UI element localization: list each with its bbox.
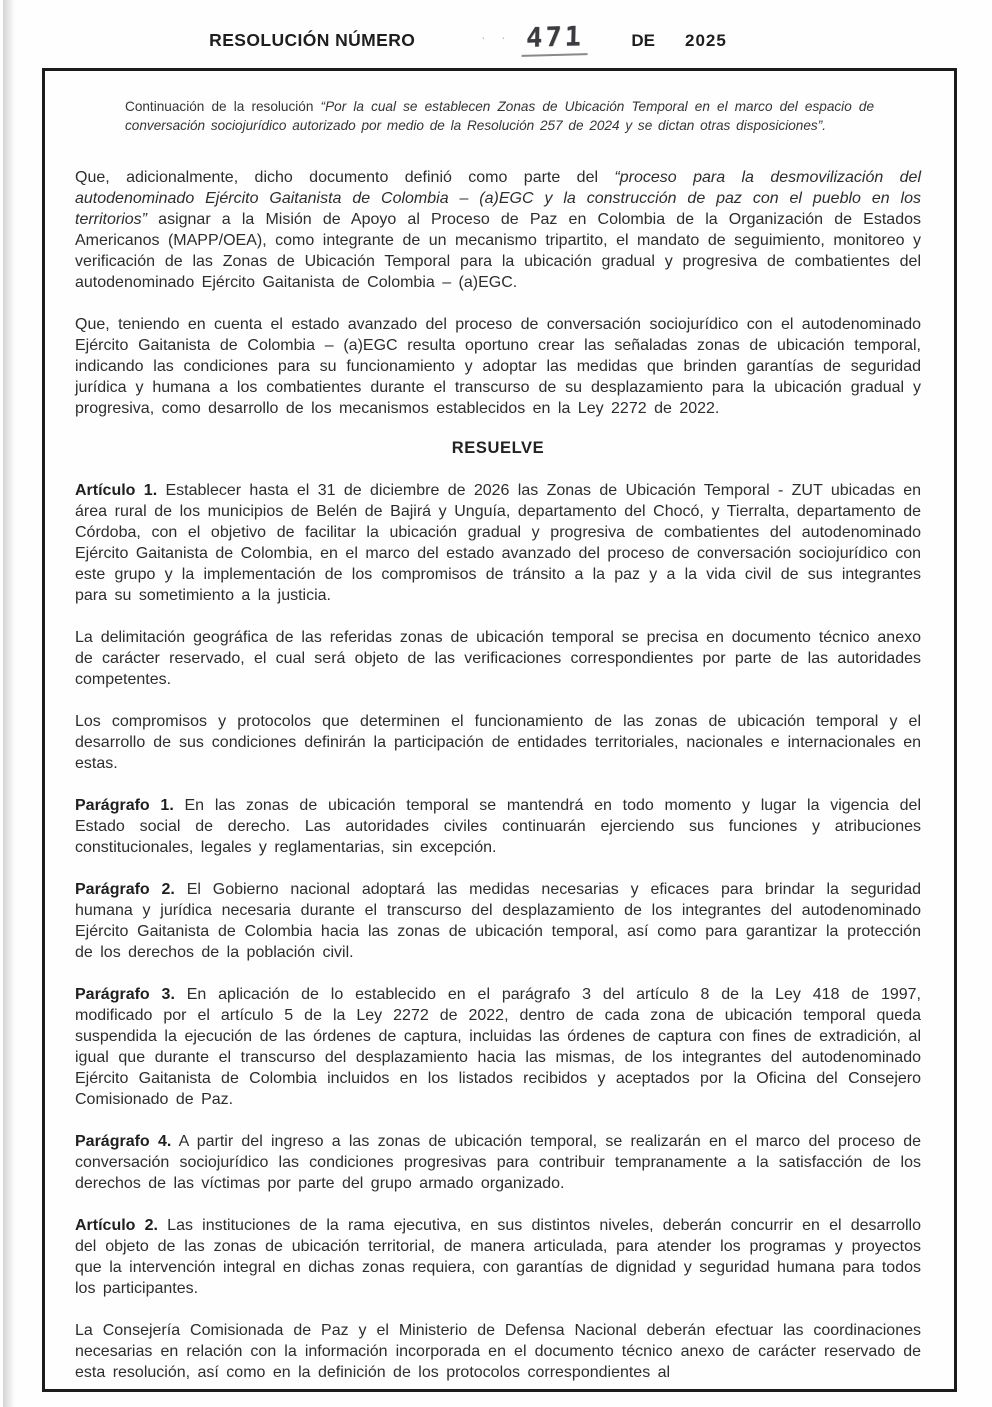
paragrafo-1-text: En las zonas de ubicación temporal se mantendrá en todo momento y lugar la vigencia del Estado social de derecho. Las autoridades civiles continuarán ejerciendo sus funciones y atribuciones constitucionales, legales y reglamentarias, sin excepción. <box>75 797 922 856</box>
paragraph-que-teniendo: Que, teniendo en cuenta el estado avanzado del proceso de conversación sociojurídico con el autodenominado Ejército Gaitanista de Colombia – (a)EGC resulta oportuno crear las señaladas zonas de ubicación temporal, indicando las condiciones para su funcionamiento y adoptar las medidas que brinden garantías de seguridad jurídica y humana a los combatientes durante el transcurso de su desplazamiento para la ubicación gradual y progresiva, como desarrollo de los mecanismos establecidos en la Ley 2272 de 2022. <box>75 316 921 417</box>
paragrafo-3-text: En aplicación de lo establecido en el parágrafo 3 del artículo 8 de la Ley 418 de 1997, modificado por el artículo 5 de la Ley 2272 de 2022, dentro de cada zona de ubicación temporal queda suspendida la ejecución de las órdenes de captura, incluidas las órdenes de captura con fines de extradición, al igual que durante el transcurso del desplazamiento hacia las mismas, de los integrantes del autodenominado Ejército Gaitanista de Colombia incluidos en los listados recibidos y aceptados por la Oficina del Consejero Comisionado de Paz. <box>75 986 922 1108</box>
paragrafo-3-label: Parágrafo 3. <box>75 986 175 1003</box>
paragrafo-2 <box>75 879 921 963</box>
paragraph-delimitacion: La delimitación geográfica de las referidas zonas de ubicación temporal se precisa en documento técnico anexo de carácter reservado, el cual será objeto de las verificaciones correspondientes por parte de las autoridades competentes. <box>75 629 921 688</box>
continuation-note-prefix: Continuación de la resolución <box>125 99 321 114</box>
scan-edge-shadow <box>3 0 16 1407</box>
paragrafo-2-label: Parágrafo 2. <box>75 881 175 898</box>
paragrafo-1 <box>75 795 921 858</box>
resolution-year: 2025 <box>684 31 727 50</box>
paragraph-consejeria: La Consejería Comisionada de Paz y el Ministerio de Defensa Nacional deberán efectuar las coordinaciones necesarias en relación con la información incorporada en el documento técnico anexo de carácter reservado de esta resolución, así como en la definición de los protocolos correspondientes al <box>75 1322 921 1381</box>
paragraph-que-adicionalmente <box>75 167 921 293</box>
paragraph-compromisos: Los compromisos y protocolos que determinen el funcionamiento de las zonas de ubicación temporal y el desarrollo de sus condiciones definirán la participación de entidades territoriales, nacionales e internacionales en estas. <box>75 713 921 772</box>
paragrafo-2-text: El Gobierno nacional adoptará las medidas necesarias y eficaces para brindar la seguridad humana y jurídica necesaria durante el transcurso del desplazamiento de los integrantes del autodenominado Ejército Gaitanista de Colombia hacia las zonas de ubicación temporal, así como para garantizar la protección de los derechos de la población civil. <box>75 881 922 961</box>
paragrafo-4 <box>75 1131 921 1194</box>
paragraph-que-adicionalmente-pre: Que, adicionalmente, dicho documento definió como parte del <box>75 169 615 186</box>
resolution-header <box>0 22 964 68</box>
of-label: DE <box>631 31 655 50</box>
paragraph-que-adicionalmente-quote: “proceso para la desmovilización del autodenominado Ejército Gaitanista de Colombia – (a)EGC y la construcción de paz con el pueblo en los territorios” <box>75 169 922 228</box>
paragrafo-4-text: A partir del ingreso a las zonas de ubicación temporal, se realizarán en el marco del proceso de conversación sociojurídico las condiciones progresivas para contribuir tempranamente a la satisfacción de los derechos de las víctimas por parte del grupo armado organizado. <box>75 1133 922 1192</box>
document-border-box <box>42 68 957 1392</box>
resolution-number-stamp: 471 <box>521 21 588 57</box>
continuation-note <box>125 97 874 135</box>
paragrafo-4-label: Parágrafo 4. <box>75 1133 172 1150</box>
articulo-2 <box>75 1215 921 1299</box>
articulo-2-label: Artículo 2. <box>75 1217 158 1234</box>
resuelve-heading: RESUELVE <box>451 439 545 457</box>
articulo-1-text: Establecer hasta el 31 de diciembre de 2026 las Zonas de Ubicación Temporal - ZUT ubicadas en área rural de los municipios de Belén de Bajirá y Unguía, departamento del Chocó, y Tierralta, departamento de Córdoba, con el objetivo de facilitar la ubicación gradual y progresiva de combatientes del autodenominado Ejército Gaitanista de Colombia, en el marco del estado avanzado del proceso de conversación sociojurídico con este grupo y la implementación de los compromisos de tránsito a la paz y a la vida civil de sus integrantes para su sometimiento a la justicia. <box>75 482 922 604</box>
paragrafo-1-label: Parágrafo 1. <box>75 797 174 814</box>
articulo-1 <box>75 480 921 606</box>
resolution-title: RESOLUCIÓN NÚMERO <box>209 30 416 50</box>
continuation-note-quote: “Por la cual se establecen Zonas de Ubicación Temporal en el marco del espacio de conversación sociojurídico autorizado por medio de la Resolución 257 de 2024 y se dictan otras disposiciones”. <box>125 99 875 133</box>
paragrafo-3 <box>75 984 921 1110</box>
paragraph-que-adicionalmente-post: asignar a la Misión de Apoyo al Proceso de Paz en Colombia de la Organización de Estados Americanos (MAPP/OEA), como integrante de un mecanismo tripartito, el mandato de seguimiento, monitoreo y verificación de las Zonas de Ubicación Temporal para la ubicación gradual y progresiva de combatientes del autodenominado Ejército Gaitanista de Colombia – (a)EGC. <box>75 211 921 291</box>
articulo-2-text: Las instituciones de la rama ejecutiva, en sus distintos niveles, deberán concurrir en el desarrollo del objeto de las zonas de ubicación territorial, de manera articulada, para atender los programas y proyectos que la intervención integral en dichas zonas requiera, con garantías de dignidad y seguridad humana para todos los participantes. <box>75 1217 922 1297</box>
stamp-faint-marks: · · <box>481 30 512 45</box>
articulo-1-label: Artículo 1. <box>75 482 158 499</box>
